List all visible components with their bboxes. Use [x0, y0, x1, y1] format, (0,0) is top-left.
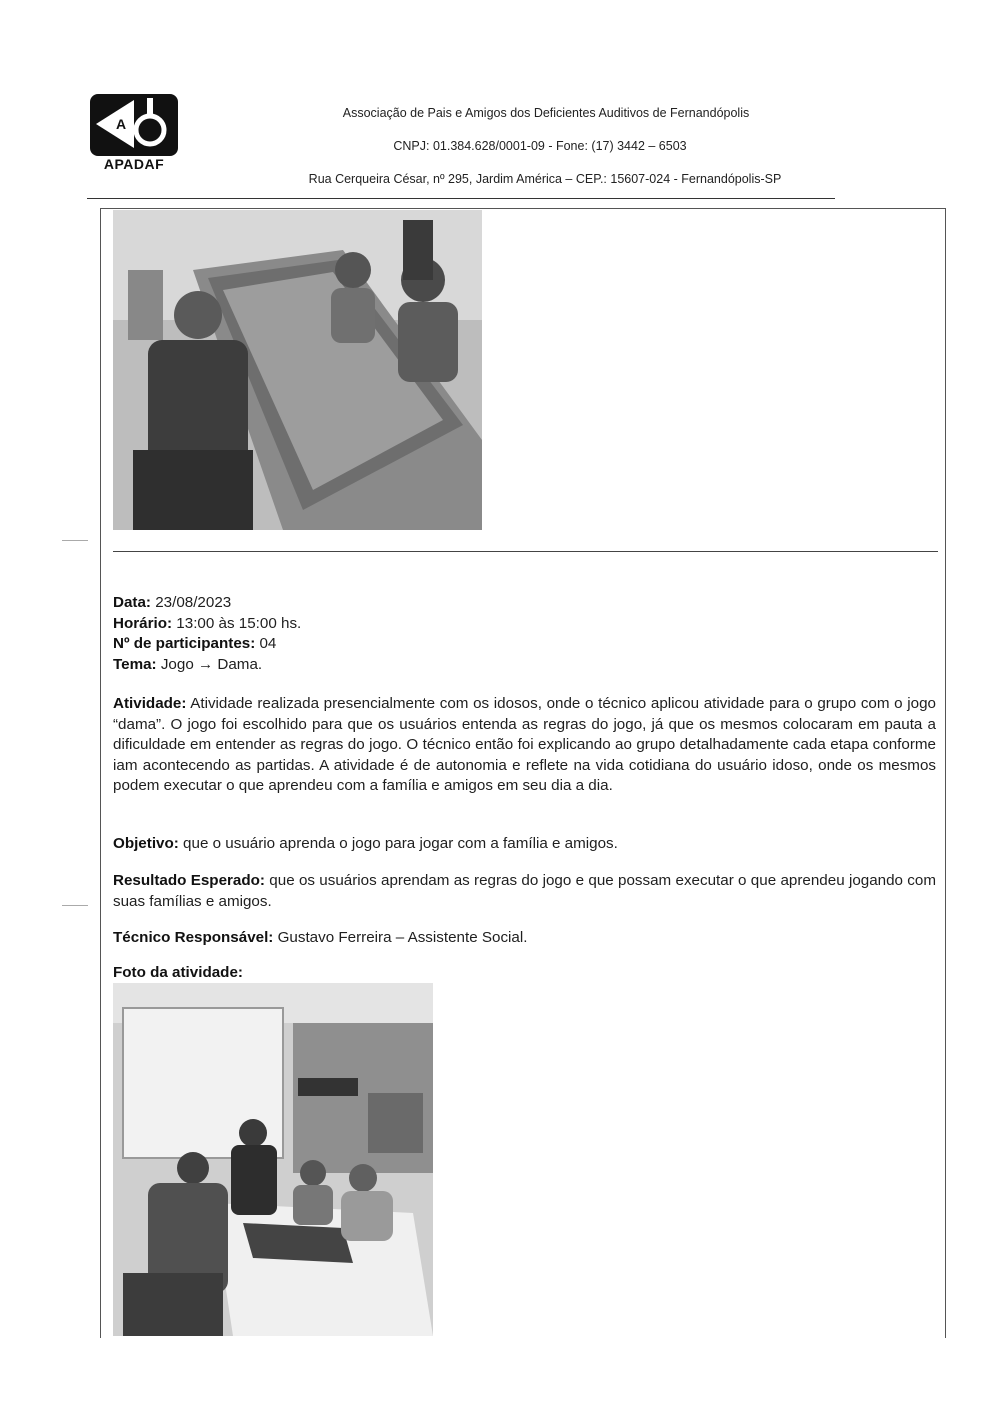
- technician-paragraph: [113, 928, 936, 949]
- expected-result-text: que os usuários aprendam as regras do jogo e que possam executar o que aprendeu jogando com suas famílias e amigos.: [113, 872, 936, 910]
- theme-value: Jogo → Dama.: [156, 655, 263, 673]
- theme-line: [113, 655, 936, 676]
- frame-left-border: [100, 208, 101, 1338]
- objective-label: Objetivo:: [113, 835, 179, 852]
- organization-cnpj-phone: CNPJ: 01.384.628/0001-09 - Fone: (17) 3442 – 6503: [393, 139, 687, 153]
- participants-value: 04: [255, 635, 277, 652]
- technician-label: Técnico Responsável:: [113, 929, 274, 946]
- frame-right-border: [945, 208, 946, 1338]
- report-meta: [113, 593, 936, 675]
- activity-text: Atividade realizada presencialmente com os idosos, onde o técnico aplicou atividade para o grupo com o jogo “dama”. O jogo foi escolhido para que os usuários entenda as regras do jogo, já que os mesmos colocaram em pauta a dificuldade em entender as regras do jogo. O técnico então foi explicando ao grupo detalhadamente cada etapa conforme iam acontecendo as partidas. A atividade é de autonomia e reflete na vida cotidiana do usuário idoso, onde os mesmos podem executar o que aprendeu com a família e amigos em seu dia a dia.: [113, 695, 936, 794]
- objective-text: que o usuário aprenda o jogo para jogar com a família e amigos.: [178, 835, 618, 852]
- activity-photo-table: [113, 210, 482, 530]
- photo-caption-label: Foto da atividade:: [113, 964, 243, 981]
- time-label: Horário:: [113, 614, 173, 632]
- time-line: [113, 614, 936, 635]
- objective-paragraph: [113, 834, 936, 855]
- organization-name: Associação de Pais e Amigos dos Deficientes Auditivos de Fernandópolis: [342, 106, 750, 120]
- date-label: Data:: [113, 594, 151, 611]
- header-divider: [87, 198, 835, 199]
- activity-paragraph: [113, 694, 936, 797]
- frame-top-border: [100, 208, 946, 209]
- expected-result-label: Resultado Esperado:: [113, 872, 265, 889]
- scan-mark: [62, 540, 88, 541]
- participants-label: Nº de participantes:: [113, 635, 256, 652]
- photo-caption: [113, 963, 936, 984]
- time-value: 13:00 às 15:00 hs.: [172, 614, 302, 632]
- expected-result-paragraph: [113, 871, 936, 912]
- date-line: [113, 593, 936, 614]
- participants-line: [113, 634, 936, 655]
- scan-mark: [62, 905, 88, 906]
- svg-text:A: A: [116, 116, 127, 132]
- technician-text: Gustavo Ferreira – Assistente Social.: [273, 929, 528, 946]
- activity-label: Atividade:: [113, 695, 187, 712]
- section-divider: [113, 551, 938, 552]
- date-value: 23/08/2023: [150, 594, 232, 611]
- theme-label: Tema:: [113, 655, 157, 673]
- logo-text: APADAF: [103, 156, 165, 172]
- organization-address: Rua Cerqueira César, nº 295, Jardim América – CEP.: 15607-024 - Fernandópolis-SP: [308, 172, 782, 186]
- apadaf-logo: [90, 94, 178, 174]
- activity-photo-group: [113, 983, 433, 1336]
